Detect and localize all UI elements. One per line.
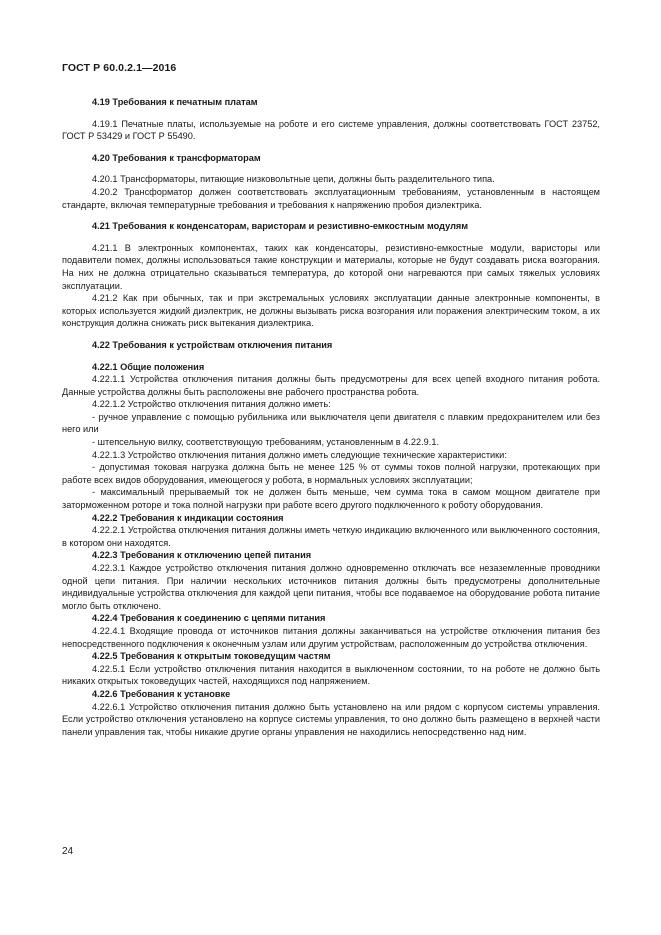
subsection-heading: 4.22.4 Требования к соединению с цепями питания [92,613,326,624]
paragraph: 4.22.2.1 Устройства отключения питания должны иметь четкую индикацию включенного или выключенного состояния, в котором они находятся. [62,525,600,548]
standard-header: ГОСТ Р 60.0.2.1—2016 [62,62,177,74]
paragraph: 4.19.1 Печатные платы, используемые на роботе и его системе управления, должны соответствовать ГОСТ 23752, ГОСТ Р 53429 и ГОСТ Р 55490. [62,118,600,142]
paragraph: 4.22.1.3 Устройство отключения питания должно иметь следующие технические характеристики: [92,449,507,460]
list-item: - допустимая токовая нагрузка должна быть не менее 125 % от суммы токов полной нагрузки, протекающих при работе всех видов оборудования, имеющегося у робота, в нормальных условиях эксплуатации; [62,462,600,485]
subsection-heading: 4.22.2 Требования к индикации состояния [92,512,284,523]
page-number: 24 [62,846,74,857]
subsection-heading: 4.22.3 Требования к отключению цепей питания [92,550,312,561]
paragraph: 4.22.3.1 Каждое устройство отключения питания должно одновременно отключать все незаземленные проводники одной цепи питания. При наличии нескольких источников питания должны быть предусмотрены дополнительные индивидуальные устройства отключения для каждой цепи питания, чтобы все подаваемое на оборудование робота питание могло быть отключено. [62,563,600,611]
subsection-heading: 4.22.5 Требования к открытым токоведущим частям [92,651,331,662]
document-body [62,93,600,738]
subsection-heading: 4.22.1 Общие положения [92,361,205,372]
list-item: - штепсельную вилку, соответствующую требованиям, установленным в 4.22.9.1. [92,437,439,448]
paragraph: 4.21.1 В электронных компонентах, таких как конденсаторы, резистивно-емкостные модули, варисторы или подавители помех, должны использоваться такие конструкции и материалы, которые не будут создавать риска возгорания. На них не должна отрицательно сказываться температура, до которой они нагреваются при самых тяжелых условиях эксплуатации. [62,242,600,291]
section-heading: 4.20 Требования к трансформаторам [92,152,261,163]
paragraph: 4.22.1.2 Устройство отключения питания должно иметь: [92,399,331,410]
paragraph: 4.22.4.1 Входящие провода от источников питания должны заканчиваться на устройстве отключения питания без непосредственного подключения к оконечным узлам или другим устройствам, расположенным до устройства отключения. [62,625,600,649]
list-item: - максимальный прерываемый ток не должен быть меньше, чем сумма тока в самом мощном двигателе при заторможенном роторе и тока полной нагрузки при работе всего другого подключенного к роботу оборудования. [62,487,600,511]
paragraph: 4.20.1 Трансформаторы, питающие низковольтные цепи, должны быть разделительного типа. [92,174,495,185]
paragraph: 4.22.1.1 Устройства отключения питания должны быть предусмотрены для всех цепей входного питания робота. Данные устройства должны быть расположены вне рабочего пространства робота. [62,374,600,397]
section-heading: 4.22 Требования к устройствам отключения питания [92,339,333,350]
paragraph: 4.22.6.1 Устройство отключения питания должно быть установлено на или рядом с корпусом системы управления. Если устройство отключения установлено на корпусе системы управления, то оно должно быть размещено в верхней части панели управления так, чтобы никакие другие органы управления не находились непосредственно над ним. [62,701,600,737]
section-heading: 4.19 Требования к печатным платам [92,97,258,107]
subsection-heading: 4.22.6 Требования к установке [92,688,231,699]
section-heading: 4.21 Требования к конденсаторам, варисторам и резистивно-емкостным модулям [92,221,469,232]
paragraph: 4.21.2 Как при обычных, так и при экстремальных условиях эксплуатации данные электронные компоненты, в которых используется жидкий диэлектрик, не должны вызывать риска возгорания или поражения электрическим током, а их конструкция должна снижать риск вытекания диэлектрика. [62,293,600,329]
list-item: - ручное управление с помощью рубильника или выключателя цепи двигателя с плавким предохранителем или без него или [62,411,600,435]
paragraph: 4.20.2 Трансформатор должен соответствовать эксплуатационным требованиям, установленным в настоящем стандарте, включая температурные требования и требования к напряжению пробоя диэлектрика. [62,186,600,210]
paragraph: 4.22.5.1 Если устройство отключения питания находится в выключенном состоянии, то на роботе не должно быть никаких открытых токоведущих частей, находящихся под напряжением. [62,663,600,687]
